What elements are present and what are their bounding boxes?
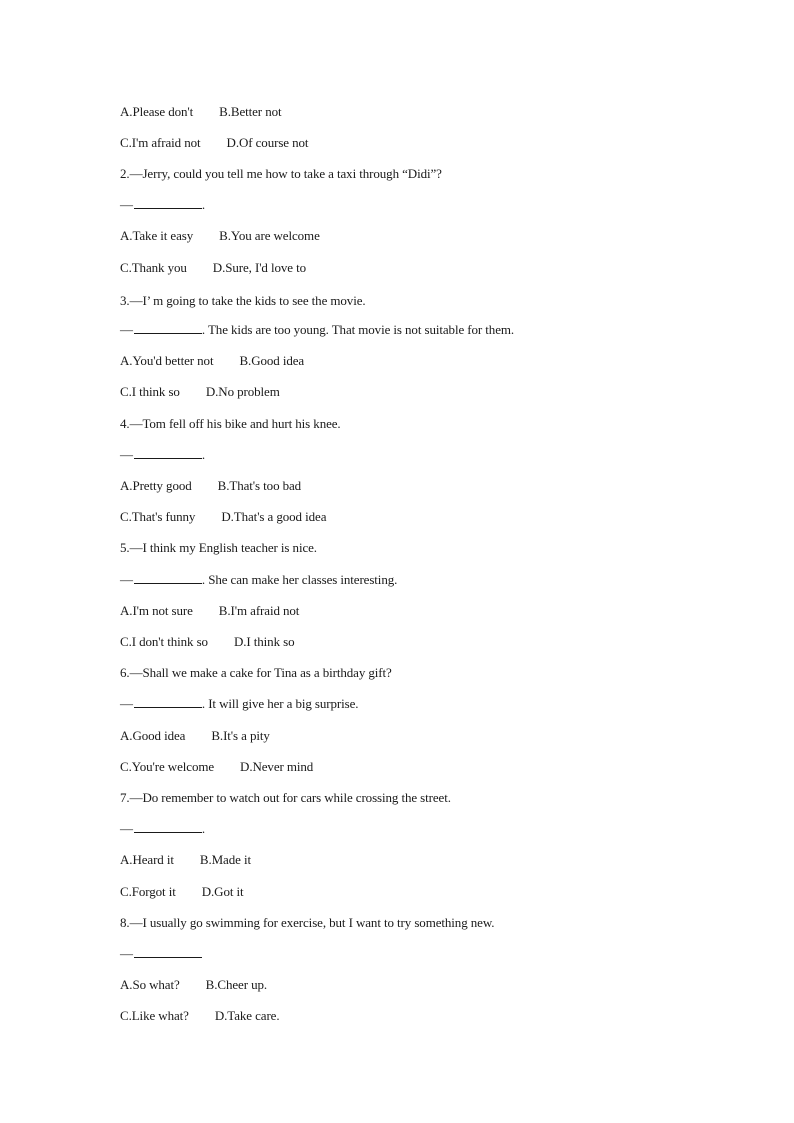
q8-response-dash: —: [120, 946, 133, 961]
q2-options-row-1: [120, 228, 320, 244]
q8-response: [120, 946, 202, 962]
q2-option-d: D.Sure, I'd love to: [212, 260, 307, 275]
q1-options-row-1: [120, 104, 282, 120]
q8-options-row-1: [120, 977, 267, 993]
q7-stem-text: —Do remember to watch out for cars while crossing the street.: [129, 790, 451, 805]
q4-options-row-1: [120, 478, 301, 494]
q5-option-b: B.I'm afraid not: [218, 603, 300, 618]
q6-number: 6.: [120, 665, 130, 680]
q4-response: [120, 447, 205, 463]
q4-options-row-2: [120, 509, 326, 525]
q7-number: 7.: [120, 790, 130, 805]
q3-options-row-1: [120, 353, 304, 369]
q4-stem: [120, 416, 341, 432]
q8-option-b: B.Cheer up.: [205, 977, 268, 992]
q3-option-d: D.No problem: [205, 384, 280, 399]
q2-response: [120, 197, 205, 213]
q2-option-c: C.Thank you: [120, 260, 187, 275]
q5-options-row-1: [120, 603, 299, 619]
q3-options-row-2: [120, 384, 280, 400]
q7-option-c: C.Forgot it: [120, 884, 176, 899]
q7-option-a: A.Heard it: [120, 852, 174, 867]
q2-response-suffix: .: [201, 197, 206, 212]
q8-option-d: D.Take care.: [214, 1008, 280, 1023]
q3-option-c: C.I think so: [120, 384, 180, 399]
q2-stem: [120, 166, 442, 182]
q6-stem: [120, 665, 392, 681]
q4-response-dash: —: [120, 447, 133, 462]
q3-response-dash: —: [120, 322, 133, 337]
q4-option-b: B.That's too bad: [217, 478, 302, 493]
q7-options-row-1: [120, 852, 251, 868]
q3-answer-blank: [134, 322, 202, 334]
q6-response-dash: —: [120, 696, 133, 711]
q1-option-d: D.Of course not: [226, 135, 309, 150]
q5-number: 5.: [120, 540, 130, 555]
q2-option-b: B.You are welcome: [219, 228, 320, 243]
q5-response-dash: —: [120, 572, 133, 587]
q2-stem-text: —Jerry, could you tell me how to take a taxi through “Didi”?: [129, 166, 442, 181]
q8-stem-text: —I usually go swimming for exercise, but I want to try something new.: [129, 915, 495, 930]
q4-number: 4.: [120, 416, 130, 431]
q3-stem: [120, 293, 366, 309]
q8-stem: [120, 915, 494, 931]
q3-option-a: A.You'd better not: [120, 353, 214, 368]
q8-answer-blank: [134, 946, 202, 958]
q2-answer-blank: [134, 197, 202, 209]
q5-option-d: D.I think so: [233, 634, 295, 649]
q6-option-c: C.You're welcome: [120, 759, 215, 774]
q6-option-a: A.Good idea: [120, 728, 186, 743]
q2-options-row-2: [120, 260, 306, 276]
q3-number: 3.: [120, 293, 130, 308]
q6-response: [120, 696, 358, 712]
q4-option-d: D.That's a good idea: [221, 509, 327, 524]
q2-response-dash: —: [120, 197, 133, 212]
q6-answer-blank: [134, 696, 202, 708]
q8-option-c: C.Like what?: [120, 1008, 189, 1023]
q5-option-c: C.I don't think so: [120, 634, 208, 649]
q7-response: [120, 821, 205, 837]
q3-response: [120, 322, 514, 338]
q2-number: 2.: [120, 166, 130, 181]
worksheet-page: [120, 0, 760, 1123]
q7-option-b: B.Made it: [199, 852, 251, 867]
q5-stem: [120, 540, 317, 556]
q5-answer-blank: [134, 572, 202, 584]
q6-options-row-1: [120, 728, 270, 744]
q5-response: [120, 572, 397, 588]
q4-response-suffix: .: [201, 447, 206, 462]
q7-options-row-2: [120, 884, 244, 900]
q1-option-b: B.Better not: [219, 104, 282, 119]
q1-options-row-2: [120, 135, 308, 151]
q3-option-b: B.Good idea: [239, 353, 305, 368]
q5-option-a: A.I'm not sure: [120, 603, 193, 618]
q6-stem-text: —Shall we make a cake for Tina as a birthday gift?: [129, 665, 392, 680]
q4-answer-blank: [134, 447, 202, 459]
q7-answer-blank: [134, 821, 202, 833]
q1-option-c: C.I'm afraid not: [120, 135, 201, 150]
q4-stem-text: —Tom fell off his bike and hurt his knee.: [129, 416, 341, 431]
q3-stem-text: —I’ m going to take the kids to see the movie.: [129, 293, 366, 308]
q6-response-suffix: . It will give her a big surprise.: [201, 696, 359, 711]
q1-option-a: A.Please don't: [120, 104, 194, 119]
q8-option-a: A.So what?: [120, 977, 180, 992]
q3-response-suffix: . The kids are too young. That movie is not suitable for them.: [201, 322, 515, 337]
q7-stem: [120, 790, 451, 806]
q4-option-c: C.That's funny: [120, 509, 196, 524]
q5-stem-text: —I think my English teacher is nice.: [129, 540, 317, 555]
q5-options-row-2: [120, 634, 295, 650]
q6-options-row-2: [120, 759, 313, 775]
q8-number: 8.: [120, 915, 130, 930]
q8-options-row-2: [120, 1008, 280, 1024]
q7-response-suffix: .: [201, 821, 206, 836]
q6-option-d: D.Never mind: [240, 759, 314, 774]
q7-option-d: D.Got it: [201, 884, 244, 899]
q6-option-b: B.It's a pity: [211, 728, 270, 743]
q7-response-dash: —: [120, 821, 133, 836]
q2-option-a: A.Take it easy: [120, 228, 194, 243]
q5-response-suffix: . She can make her classes interesting.: [201, 572, 398, 587]
q4-option-a: A.Pretty good: [120, 478, 192, 493]
